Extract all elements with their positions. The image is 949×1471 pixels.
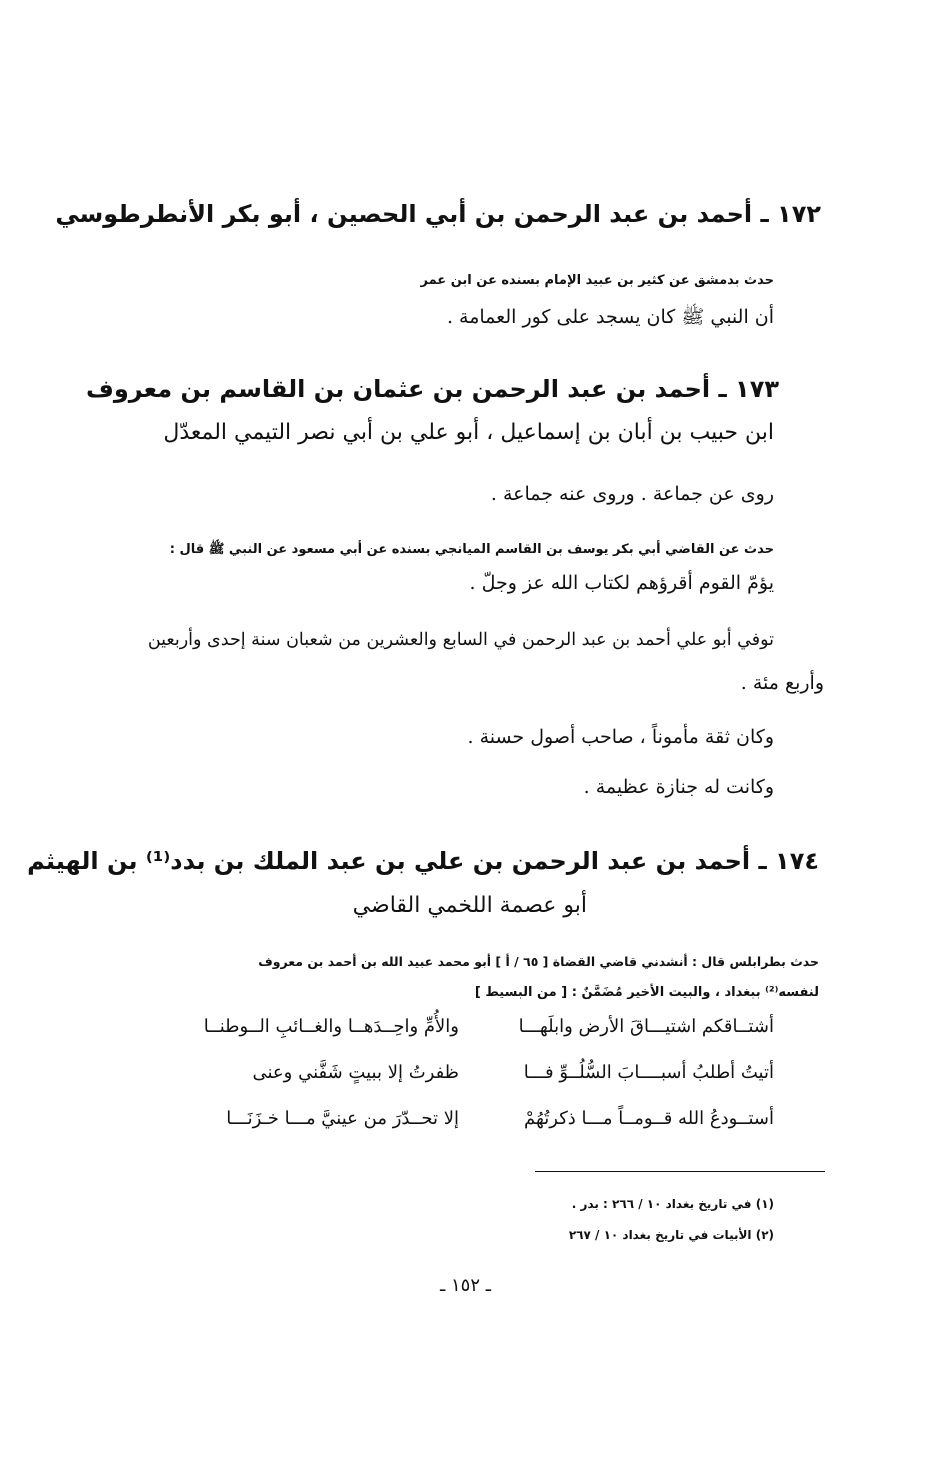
entry-173-death-line-2: وأربع مئة . [740,672,824,694]
entry-173-hadith: يؤمّ القوم أقرؤهم لكتاب الله عز وجلّ . [469,572,774,594]
footnote-1: (١) في تاريخ بغداد ١٠ / ٢٦٦ : بدر . [571,1197,774,1211]
footnote-separator [535,1171,825,1172]
entry-174-subheading: أبو عصمة اللخمي القاضي [352,893,587,918]
entry-173-paragraph-3: وكانت له جنازة عظيمة . [583,776,774,798]
entry-172-heading: ١٧٢ ـ أحمد بن عبد الرحمن بن أبي الحصين ، أبو بكر الأنطرطوسي [55,200,821,228]
entry-173-isnad: حدث عن القاضي أبي بكر يوسف بن القاسم الميانجي بسنده عن أبي مسعود عن النبي ﷺ قال : [169,542,774,557]
verse-1-sadr: أشتــاقكم اشتيـــاقَ الأرض وابلَهـــا [518,1016,774,1037]
footnote-2: (٢) الأبيات في تاريخ بغداد ١٠ / ٢٦٧ [568,1228,774,1242]
entry-173-paragraph-2: وكان ثقة مأموناً ، صاحب أصول حسنة . [467,726,774,748]
entry-173-death-line-1: توفي أبو علي أحمد بن عبد الرحمن في السابع والعشرين من شعبان سنة إحدى وأربعين [147,630,774,650]
verse-1-ajuz: والأُمِّ واحِــدَهــا والغــائبِ الــوطنــا [203,1016,459,1037]
entry-172-text: أن النبي ﷺ كان يسجد على كور العمامة . [446,306,774,328]
verse-3-ajuz: إلا تحــدّرَ من عينيَّ مـــا خـزَنَـــا [226,1108,459,1129]
verse-2-sadr: أتيتُ أطلبُ أسبــــابَ السُّلُــوِّ فـــا [523,1062,774,1083]
page-number: ـ ١٥٢ ـ [440,1275,492,1296]
verse-3-sadr: أستــودعُ الله قــومــاً مـــا ذكرتُهُمْ [524,1108,774,1129]
entry-174-intro-line-2: لنفسه⁽²⁾ ببغداد ، والبيت الأخير مُضَمَّنٌ : [ من البسيط ] [474,985,819,1000]
entry-173-paragraph: روى عن جماعة . وروى عنه جماعة . [490,483,774,505]
entry-174-heading: ١٧٤ ـ أحمد بن عبد الرحمن بن علي بن عبد الملك بن بدد⁽¹⁾ بن الهيثم [27,847,819,875]
entry-174-intro-line-1: حدث بطرابلس قال : أنشدني قاضي القضاة [ ٦٥ / أ ] أبو محمد عبيد الله بن أحمد بن معروف [258,954,819,969]
entry-172-isnad: حدث بدمشق عن كثير بن عبيد الإمام بسنده عن ابن عمر [420,273,774,288]
verse-2-ajuz: ظفرتُ إلا ببيتٍ شَفَّني وعنى [252,1062,459,1083]
entry-173-heading: ١٧٣ ـ أحمد بن عبد الرحمن بن عثمان بن القاسم بن معروف [85,375,779,403]
entry-173-subheading: ابن حبيب بن أبان بن إسماعيل ، أبو علي بن أبي نصر التيمي المعدّل [163,420,774,445]
